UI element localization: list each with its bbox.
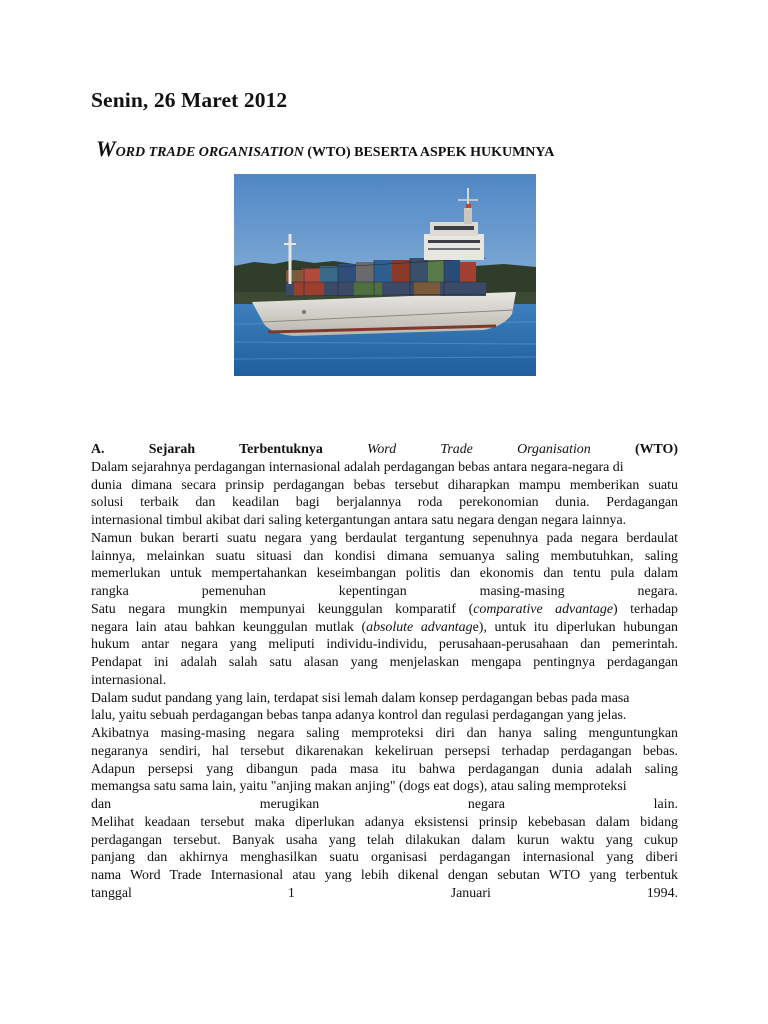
section-word: Word (367, 442, 397, 457)
paragraph-line: panjang dan akhirnya menghasilkan suatu organisasi perdagangan internasional yang diberi (91, 850, 678, 866)
section-label: A. (91, 442, 105, 457)
paragraph-line: Adapun persepsi yang dibangun pada masa itu bahwa perdagangan dunia adalah saling (91, 761, 678, 777)
paragraph-line: tanggal 1 Januari 1994. (91, 885, 678, 901)
title-italic: ORD TRADE ORGANISATION (115, 145, 304, 160)
paragraph-line: Melihat keadaan tersebut maka diperlukan adanya eksistensi prinsip kebebasan dalam bidang (91, 814, 678, 830)
paragraph-line: nama Word Trade Internasional atau yang lebih dikenal dengan sebutan WTO yang terbentuk (91, 868, 678, 883)
paragraph-line: perdagangan tersebut. Banyak usaha yang telah dilakukan dalam kurun waktu yang cukup (91, 832, 678, 848)
paragraph-line: negaranya sendiri, hal tersebut dikarenakan kekeliruan persepsi terhadap perdagangan bebas. (91, 743, 678, 759)
paragraph-line: dan merugikan negara lain. (91, 797, 678, 812)
section-word: (WTO) (634, 442, 678, 457)
paragraph-line: lalu, yaitu sebuah perdagangan bebas tanpa adanya kontrol dan regulasi perdagangan yang jelas. (91, 708, 627, 724)
paragraph-line: negara lain atau bahkan keunggulan mutlak (absolute advantage), untuk itu diperlukan hubungan (91, 619, 678, 635)
paragraph-line: lainnya, melainkan suatu situasi dan kondisi dimana semuanya saling membutuhkan, saling (91, 548, 678, 564)
paragraph-line: dunia dimana secara prinsip perdagangan bebas tersebut diharapkan mampu memberikan suatu (91, 477, 678, 493)
title-tail: (WTO) BESERTA ASPEK HUKUMNYA (303, 145, 555, 160)
paragraph-line: Pendapat ini adalah salah satu alasan yang menjelaskan mengapa pentingnya perdagangan (91, 655, 678, 670)
paragraph-line: Namun bukan berarti suatu negara yang berdaulat tergantung sepenuhnya pada negara berdaulat (91, 530, 678, 546)
title-initial: W (96, 136, 116, 161)
paragraph-line: internasional timbul akibat dari saling ketergantungan antara satu negara dengan negara lainnya. (91, 513, 627, 528)
article-body (91, 441, 678, 903)
paragraph-line: Satu negara mungkin mempunyai keunggulan komparatif (comparative advantage) terhadap (91, 601, 678, 617)
paragraph-line: Akibatnya masing-masing negara saling memproteksi diri dan hanya saling menguntungkan (91, 726, 678, 741)
italic-term: absolute advantag (366, 619, 473, 635)
paragraph-line: Dalam sudut pandang yang lain, terdapat sisi lemah dalam konsep perdagangan bebas pada masa (91, 690, 630, 706)
section-heading (91, 441, 678, 459)
section-word: Organisation (517, 442, 591, 457)
section-word: Trade (440, 442, 473, 457)
container-ship-image (234, 174, 536, 376)
post-date: Senin, 26 Maret 2012 (91, 88, 288, 112)
paragraph-line: solusi terbaik dan keadilan bagi berjalannya roda perekonomian dunia. Perdagangan (91, 495, 678, 511)
paragraph-line: hukum antar negara yang meliputi individu-individu, perusahaan-perusahaan dan pemerintah. (91, 637, 678, 653)
italic-term: comparative advantage (473, 601, 614, 617)
paragraph-line: Dalam sejarahnya perdagangan internasional adalah perdagangan bebas antara negara-negara di (91, 459, 624, 475)
document-title (96, 136, 554, 162)
section-word: Terbentuknya (239, 442, 323, 457)
paragraph-line: memangsa satu sama lain, yaitu "anjing makan anjing" (dogs eat dogs), atau saling memproteksi (91, 779, 627, 795)
paragraph-line: internasional. (91, 672, 167, 688)
paragraph-line: rangka pemenuhan kepentingan masing-masing negara. (91, 584, 678, 599)
section-word: Sejarah (148, 442, 196, 457)
paragraph-line: memerlukan untuk mempertahankan keseimbangan politis dan ekonomis dan tentu pula dalam (91, 566, 678, 582)
